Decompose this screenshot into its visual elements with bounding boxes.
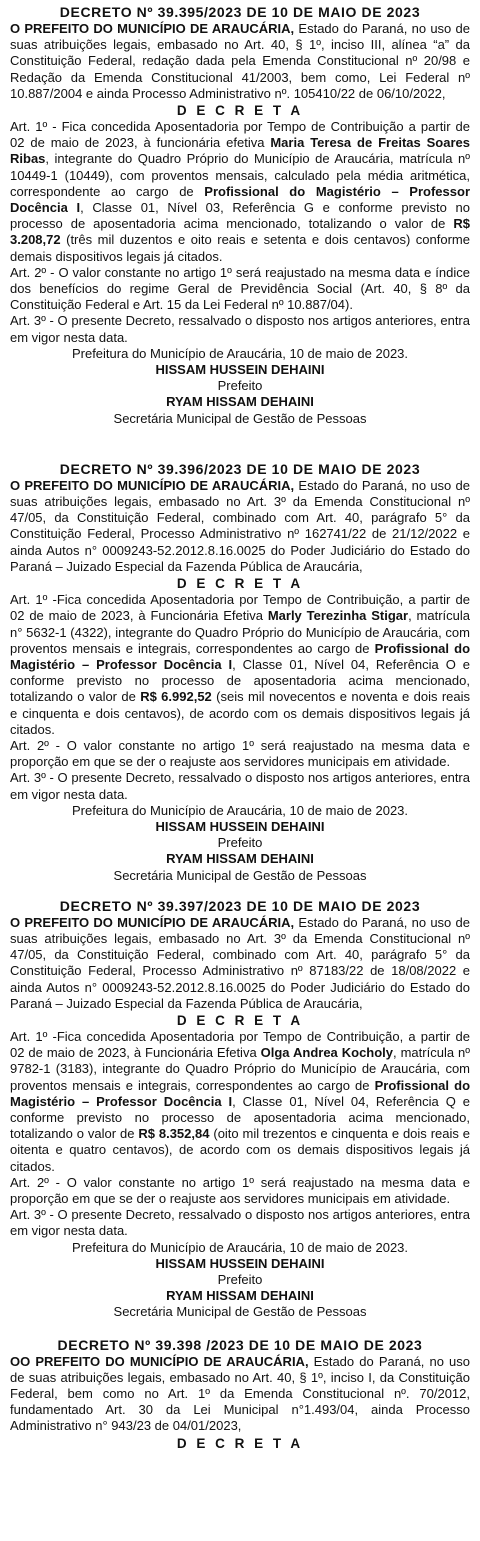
- signer-role: Secretária Municipal de Gestão de Pessoas: [113, 867, 367, 883]
- art1-text: (três mil duzentos e oito reais e setenta e dois centavos) conforme demais dispositivos legais já citados.: [10, 232, 470, 264]
- art1-text: , integrante do Quadro Próprio do Município de Araucária, matrícula nº 10449-1 (10449), com proventos mensais, calculado pela média aritmética, correspondente ao cargo de: [10, 151, 470, 199]
- signer-name: RYAM HISSAM DEHAINI: [166, 394, 314, 410]
- preamble-bold: O PREFEITO DO MUNICÍPIO DE ARAUCÁRIA,: [10, 914, 295, 930]
- decree-39397: [10, 898, 470, 1321]
- role-name: Profissional do Magistério – Professor Docência I: [10, 183, 470, 216]
- art1-text: , matrícula n° 5632-1 (4322), integrante do Quadro Próprio do Município de Araucária, com proventos mensais e integrais, correspondentes ao cargo de: [10, 608, 470, 656]
- amount: R$ 6.992,52: [140, 689, 212, 705]
- place-date: Prefeitura do Município de Araucária, 10 de maio de 2023.: [71, 802, 409, 818]
- art1-text: (oito mil trezentos e cinquenta e dois reais e oitenta e quatro centavos), de acordo com os demais dispositivos legais já citados.: [10, 1126, 470, 1174]
- preamble-text: Estado do Paraná, no uso de suas atribuições legais, embasado no Art. 3º da Emenda Constitucional nº 47/05, da Constituição Federal, combinado com Art. 40, parágrafo 5° da Constituição Federal, Processo Administrativo nº 162741/22 de 21/12/2022 e ainda Autos n° 0009243-52.2012.8.16.0025 do Poder Judiciário do Estado do Paraná – Juizado Especial da Fazenda Pública de Araucária,: [10, 477, 470, 574]
- article-2: Art. 2º - O valor constante no artigo 1º será reajustado na mesma data e índice dos benefícios do regime Geral de Previdência Social (Art. 40, § 8º da Constituição Federal e Art. 15 da Lei Federal nº 10.887/04).: [10, 264, 470, 313]
- art1-text: Art. 1º - Fica concedida Aposentadoria por Tempo de Contribuição a partir de 02 de maio de 2023, à funcionária efetiva: [10, 119, 470, 151]
- decree-preamble: [10, 1354, 470, 1435]
- decree-title: DECRETO Nº 39.396/2023 DE 10 DE MAIO DE 2023: [59, 460, 421, 477]
- decreta-heading: D E C R E T A: [176, 1012, 304, 1028]
- decree-preamble: [10, 915, 470, 1012]
- decree-title: DECRETO Nº 39.395/2023 DE 10 DE MAIO DE 2023: [59, 4, 421, 20]
- art1-text: , Classe 01, Nível 04, Referência Q e conforme previsto no processo de aposentadoria acima mencionado, totalizando o valor de: [10, 1093, 470, 1142]
- decree-preamble: [10, 478, 470, 575]
- signer-name: HISSAM HUSSEIN DEHAINI: [155, 362, 325, 378]
- decreta-heading: D E C R E T A: [176, 1435, 304, 1451]
- decree-39395: [10, 4, 470, 427]
- decree-39396: [10, 461, 470, 884]
- signer-role: Prefeito: [217, 835, 263, 851]
- signer-name: HISSAM HUSSEIN DEHAINI: [155, 818, 325, 834]
- preamble-bold: O PREFEITO DO MUNICÍPIO DE ARAUCÁRIA,: [10, 477, 295, 493]
- decreta-heading: D E C R E T A: [176, 103, 304, 119]
- preamble-text: Estado do Paraná, no uso de suas atribuições legais, embasado no Art. 40, § 1º, inciso I, da Constituição Federal, bem como no Art. 1º da Emenda Constitucional nº. 70/2012, fundamentado Art. 30 da Lei Municipal n°1.493/04, ainda Processo Administrativo n° 943/23 de 04/01/2023,: [10, 1353, 470, 1434]
- section-spacer: [10, 1321, 470, 1337]
- preamble-bold: O PREFEITO DO MUNICÍPIO DE ARAUCÁRIA,: [10, 21, 295, 36]
- art1-text: (seis mil novecentos e noventa e dois reais e cinquenta e dois centavos), de acordo com os demais dispositivos legais já citados.: [10, 689, 470, 737]
- article-3: Art. 3º - O presente Decreto, ressalvado o disposto nos artigos anteriores, entra em vigor nesta data.: [10, 313, 470, 345]
- place-date: Prefeitura do Município de Araucária, 10 de maio de 2023.: [71, 1239, 409, 1255]
- preamble-text: Estado do Paraná, no uso de suas atribuições legais, embasado no Art. 3º da Emenda Constitucional nº 47/05, da Constituição Federal, combinado com Art. 40, parágrafo 5° da Constituição Federal, Processo Administrativo nº 87183/22 de 18/08/2022 e ainda Autos n° 0009243-52.2012.8.16.0025 do Poder Judiciário do Estado do Paraná – Juizado Especial da Fazenda Pública de Araucária,: [10, 914, 470, 1011]
- signer-role: Secretária Municipal de Gestão de Pessoas: [113, 1304, 367, 1320]
- art1-text: Art. 1º -Fica concedida Aposentadoria por Tempo de Contribuição, a partir de 02 de maio de 2023, à Funcionária Efetiva: [10, 1028, 470, 1061]
- role-name: Profissional do Magistério – Professor Docência I: [10, 1077, 471, 1109]
- beneficiary-name: Olga Andrea Kocholy: [260, 1045, 394, 1061]
- beneficiary-name: Maria Teresa de Freitas Soares Ribas: [10, 135, 470, 167]
- signer-role: Prefeito: [217, 378, 263, 394]
- signer-name: HISSAM HUSSEIN DEHAINI: [155, 1255, 325, 1271]
- article-2: Art. 2º - O valor constante no artigo 1º será reajustado na mesma data e proporção em que se der o reajuste aos servidores municipais em atividade.: [10, 1174, 470, 1206]
- amount: R$ 8.352,84: [138, 1126, 210, 1142]
- signer-role: Prefeito: [217, 1272, 263, 1288]
- art1-text: , Classe 01, Nível 04, Referência O e conforme previsto no processo de aposentadoria acima mencionado, totalizando o valor de: [10, 656, 470, 705]
- article-3: Art. 3º - O presente Decreto, ressalvado o disposto nos artigos anteriores, entra em vigor nesta data.: [10, 1207, 470, 1239]
- decree-title: DECRETO Nº 39.397/2023 DE 10 DE MAIO DE 2023: [59, 897, 421, 914]
- art1-text: Art. 1º -Fica concedida Aposentadoria por Tempo de Contribuição, a partir de 02 de maio de 2023, à Funcionária Efetiva: [10, 592, 470, 624]
- amount: R$ 3.208,72: [10, 216, 470, 248]
- signer-name: RYAM HISSAM DEHAINI: [166, 851, 314, 867]
- section-spacer: [10, 884, 470, 898]
- art1-text: , matrícula nº 9782-1 (3183), integrante do Quadro Próprio do Município de Araucária, com proventos mensais e integrais, correspondentes ao cargo de: [10, 1045, 470, 1093]
- article-3: Art. 3º - O presente Decreto, ressalvado o disposto nos artigos anteriores, entra em vigor nesta data.: [10, 770, 470, 802]
- art1-text: , Classe 01, Nível 03, Referência G e conforme previsto no processo de aposentadoria acima mencionado, totalizando o valor de: [10, 200, 470, 232]
- article-2: Art. 2º - O valor constante no artigo 1º será reajustado na mesma data e proporção em que se der o reajuste aos servidores municipais em atividade.: [10, 737, 470, 770]
- decree-title: DECRETO Nº 39.398 /2023 DE 10 DE MAIO DE 2023: [57, 1336, 423, 1353]
- article-1: [10, 592, 470, 738]
- place-date: Prefeitura do Município de Araucária, 10 de maio de 2023.: [71, 345, 409, 361]
- article-1: [10, 1029, 470, 1175]
- decree-39398: [10, 1337, 470, 1452]
- preamble-bold: OO PREFEITO DO MUNICÍPIO DE ARAUCÁRIA,: [10, 1353, 309, 1369]
- decree-preamble: [10, 21, 470, 102]
- document-page: [10, 4, 470, 1452]
- article-1: [10, 119, 470, 265]
- preamble-text: Estado do Paraná, no uso de suas atribuições legais, embasado no Art. 40, § 1º, inciso III, alínea “a” da Constituição Federal, redação dada pela Emenda Constitucional nº 20/98 e Redação da Emenda Constitucional 41/2003, bem como, Lei Federal nº 10.887/2004 e ainda Processo Administrativo nº. 105410/22 de 06/10/2022,: [10, 21, 470, 101]
- section-spacer: [10, 427, 470, 461]
- signer-role: Secretária Municipal de Gestão de Pessoas: [113, 410, 367, 426]
- decreta-heading: D E C R E T A: [176, 576, 304, 592]
- signer-name: RYAM HISSAM DEHAINI: [166, 1288, 314, 1304]
- beneficiary-name: Marly Terezinha Stigar: [267, 608, 409, 624]
- role-name: Profissional do Magistério – Professor Docência I: [10, 640, 471, 672]
